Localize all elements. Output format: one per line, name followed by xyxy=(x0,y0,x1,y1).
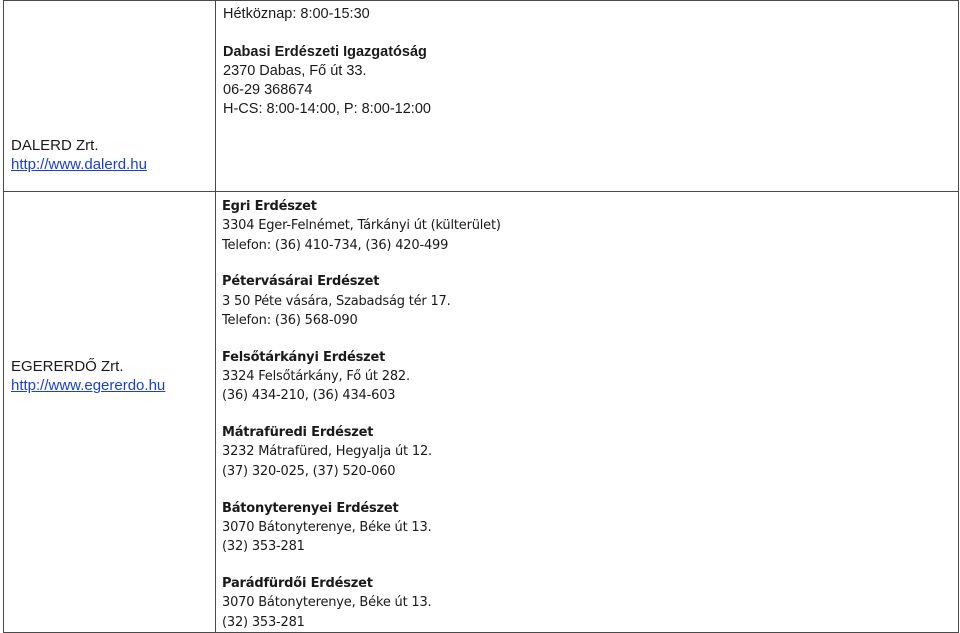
office-hours-dabas: H-CS: 8:00-14:00, P: 8:00-12:00 xyxy=(223,101,431,117)
office-phone: Telefon: (36) 568-090 xyxy=(222,312,358,328)
office-phone: (37) 320-025, (37) 520-060 xyxy=(222,463,396,479)
office-entry xyxy=(222,574,958,632)
office-name: Bátonyterenyei Erdészet xyxy=(222,500,399,516)
office-entry xyxy=(222,499,958,557)
office-address: 3232 Mátrafüred, Hegyalja út 12. xyxy=(222,444,432,460)
office-name: Egri Erdészet xyxy=(222,199,317,214)
office-entry xyxy=(222,423,958,481)
company-link-dalerd[interactable]: http://www.dalerd.hu xyxy=(11,156,147,173)
details-cell-dalerd xyxy=(216,1,959,192)
office-entry xyxy=(222,197,958,255)
office-address: 3 50 Péte vására, Szabadság tér 17. xyxy=(222,293,451,309)
office-name: Mátrafüredi Erdészet xyxy=(222,425,374,441)
office-address-dabas: 2370 Dabas, Fő út 33. xyxy=(223,63,367,79)
company-name-dalerd: DALERD Zrt. xyxy=(11,137,99,154)
details-cell-egererdo xyxy=(216,192,959,633)
company-cell-egererdo xyxy=(4,192,216,633)
office-name: Felsőtárkányi Erdészet xyxy=(222,349,386,365)
company-cell-dalerd xyxy=(4,1,216,192)
office-phone: Telefon: (36) 410-734, (36) 420-499 xyxy=(222,237,449,253)
office-address: 3070 Bátonyterenye, Béke út 13. xyxy=(222,595,432,611)
office-name: Parádfürdői Erdészet xyxy=(222,575,373,591)
contacts-table xyxy=(3,0,959,633)
company-name-egererdo: EGERERDŐ Zrt. xyxy=(11,358,124,375)
office-name-dabas: Dabasi Erdészeti Igazgatóság xyxy=(223,44,427,60)
office-entry xyxy=(222,272,958,330)
office-address: 3324 Felsőtárkány, Fő út 282. xyxy=(222,369,410,385)
office-phone-dabas: 06-29 368674 xyxy=(223,82,313,98)
office-phone: (32) 353-281 xyxy=(222,539,305,555)
office-address: 3304 Eger-Felnémet, Tárkányi út (külterület) xyxy=(222,218,501,234)
office-entry xyxy=(222,348,958,406)
office-name: Pétervásárai Erdészet xyxy=(222,274,380,290)
office-phone: (36) 434-210, (36) 434-603 xyxy=(222,388,396,404)
weekday-hours: Hétköznap: 8:00-15:30 xyxy=(223,6,370,22)
table-row xyxy=(4,192,959,633)
office-phone: (32) 353-281 xyxy=(222,614,305,630)
table-row xyxy=(4,1,959,192)
office-address: 3070 Bátonyterenye, Béke út 13. xyxy=(222,519,432,535)
company-link-egererdo[interactable]: http://www.egererdo.hu xyxy=(11,377,166,394)
